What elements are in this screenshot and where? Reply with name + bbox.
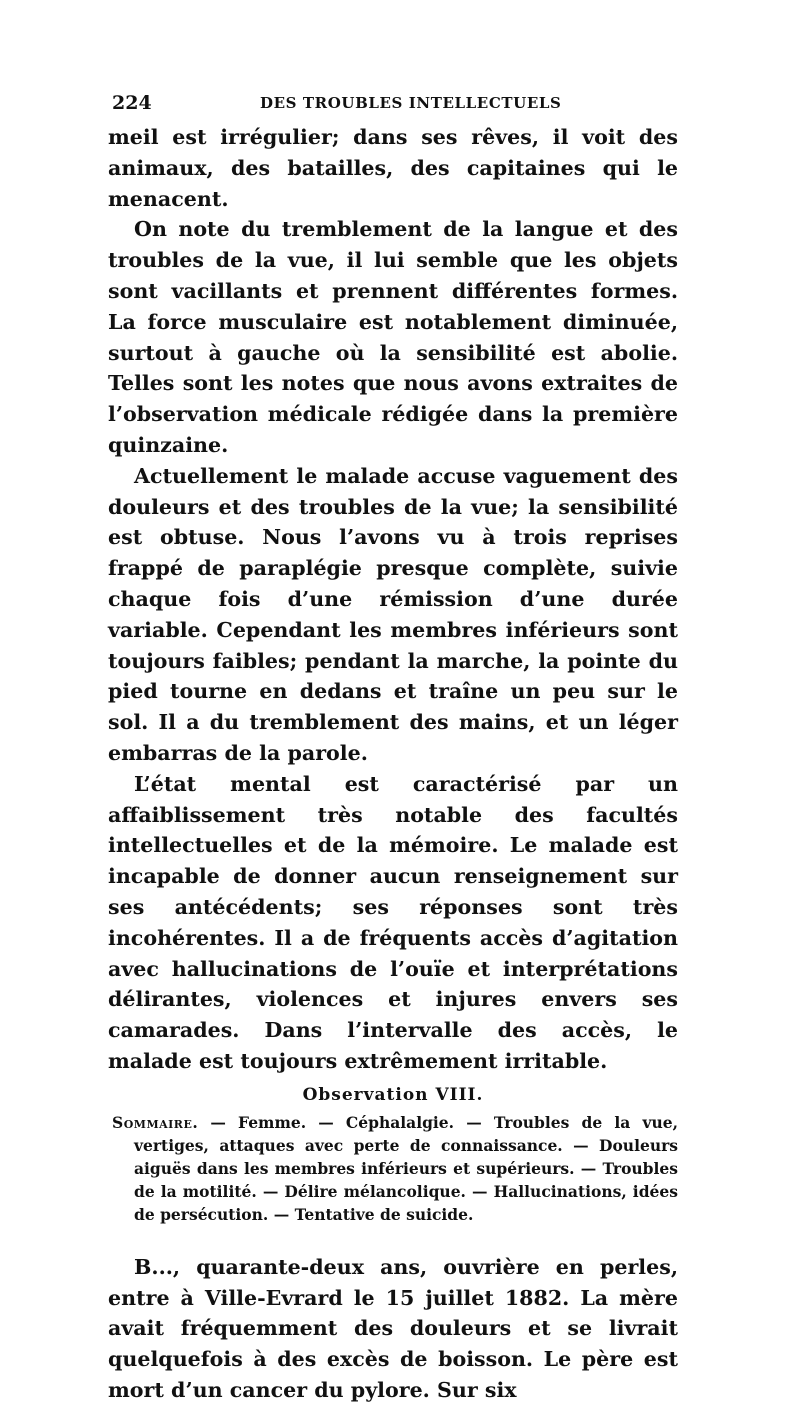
document-page bbox=[108, 88, 678, 1406]
paragraph: On note du tremblement de la langue et des troubles de la vue, il lui semble que les objets sont vacillants et prennent différentes formes. La force musculaire est notablement diminuée, surtout à gauche où la sensibilité est abolie. Telles sont les notes que nous avons extraites de l’observation médicale rédigée dans la première quinzaine. bbox=[108, 217, 678, 457]
page-number: 224 bbox=[112, 92, 152, 114]
summary-label: Sommaire. bbox=[112, 1112, 199, 1132]
observation-summary bbox=[112, 1111, 678, 1226]
main-text bbox=[108, 122, 678, 1077]
running-header bbox=[108, 88, 678, 122]
paragraph: B..., quarante-deux ans, ouvrière en perles, entre à Ville-Evrard le 15 juillet 1882. La mère avait fréquemment des douleurs et se livrait quelquefois à des excès de boisson. Le père est mort d’un cancer du pylore. Sur six bbox=[108, 1254, 678, 1402]
paragraph: Actuellement le malade accuse vaguement des douleurs et des troubles de la vue; la sensibilité est obtuse. Nous l’avons vu à trois reprises frappé de paraplégie presque complète, suivie chaque fois d’une rémission d’une durée variable. Cependant les membres inférieurs sont toujours faibles; pendant la marche, la pointe du pied tourne en dedans et traîne un peu sur le sol. Il a du tremblement des mains, et un léger embarras de la parole. bbox=[108, 463, 678, 765]
observation-heading: Observation VIII. bbox=[302, 1084, 484, 1105]
running-title: DES TROUBLES INTELLECTUELS bbox=[260, 94, 562, 112]
paragraph: L’état mental est caractérisé par un affaiblissement très notable des facultés intellectuelles et de la mémoire. Le malade est incapable de donner aucun renseignement sur ses antécédents; ses réponses sont très incohérentes. Il a de fréquents accès d’agitation avec hallucinations de l’ouïe et interprétations délirantes, violences et injures envers ses camarades. Dans l’intervalle des accès, le malade est toujours extrêmement irritable. bbox=[108, 771, 678, 1073]
paragraph-continuation: meil est irrégulier; dans ses rêves, il voit des animaux, des batailles, des capitaines qui le menacent. bbox=[108, 125, 678, 211]
summary-text: — Femme. — Céphalalgie. — Troubles de la vue, vertiges, attaques avec perte de connaissance. — Douleurs aiguës dans les membres inférieurs et supérieurs. — Troubles de la motilité. — Délire mélancolique. — Hallucinations, idées de persécution. — Tentative de suicide. bbox=[134, 1112, 678, 1224]
case-text bbox=[108, 1252, 678, 1406]
